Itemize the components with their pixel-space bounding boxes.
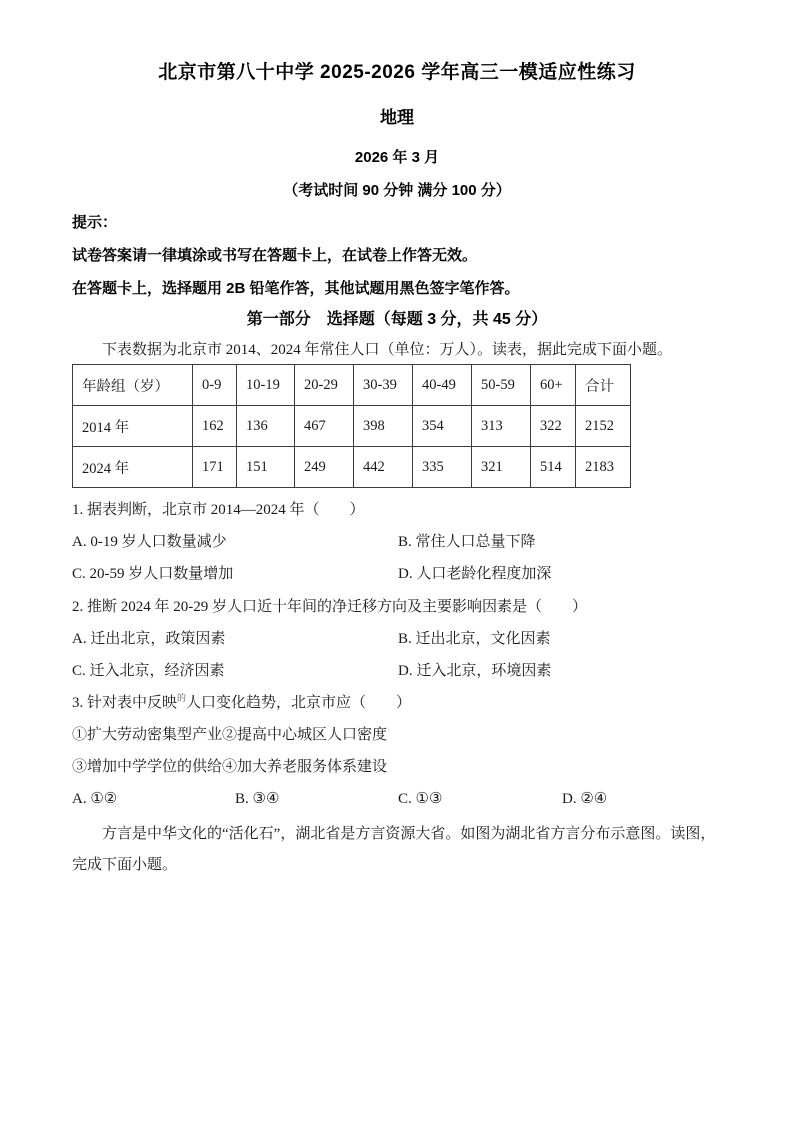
table-cell: 249 <box>295 447 354 488</box>
section-heading: 第一部分 选择题（每题 3 分，共 45 分） <box>246 311 548 328</box>
question-3-options-row <box>72 789 722 809</box>
question-3-stem-prefix: 3. 针对表中反映 <box>72 695 178 711</box>
table-cell: 313 <box>472 406 531 447</box>
table-header-cell: 合计 <box>576 365 631 406</box>
question-2-stem: 2. 推断 2024 年 20-29 岁人口近十年间的净迁移方向及主要影响因素是（ ） <box>72 599 587 615</box>
question-3-option-b: B. ③④ <box>235 791 280 807</box>
exam-date: 2026 年 3 月 <box>354 149 440 166</box>
table-cell: 442 <box>354 447 413 488</box>
question-1-options-row-1 <box>72 532 722 552</box>
table-cell: 354 <box>413 406 472 447</box>
table-header-cell: 40-49 <box>413 365 472 406</box>
table-cell: 398 <box>354 406 413 447</box>
population-table <box>72 364 631 488</box>
question-1-option-b: B. 常住人口总量下降 <box>398 534 536 550</box>
table-row-label: 2024 年 <box>73 447 193 488</box>
question-3-stem <box>72 688 722 713</box>
table-cell: 171 <box>193 447 237 488</box>
question-2-options-row-2 <box>72 661 722 681</box>
table-header-cell: 0-9 <box>193 365 237 406</box>
table-cell: 467 <box>295 406 354 447</box>
tip-line-2: 在答题卡上，选择题用 2B 铅笔作答，其他试题用黑色签字笔作答。 <box>72 280 520 297</box>
passage-population: 下表数据为北京市 2014、2024 年常住人口（单位：万人）。读表，据此完成下面小题。 <box>102 342 673 358</box>
table-cell: 2152 <box>576 406 631 447</box>
tip-line-1: 试卷答案请一律填涂或书写在答题卡上，在试卷上作答无效。 <box>72 247 478 264</box>
question-3-statement-2: ③增加中学学位的供给④加大养老服务体系建设 <box>72 759 388 775</box>
tips-label: 提示： <box>72 214 118 231</box>
table-header-cell: 60+ <box>531 365 576 406</box>
table-header-cell: 30-39 <box>354 365 413 406</box>
table-cell: 335 <box>413 447 472 488</box>
subject-title: 地理 <box>380 108 414 127</box>
question-3-option-d: D. ②④ <box>562 791 608 807</box>
exam-info: （考试时间 90 分钟 满分 100 分） <box>283 182 511 199</box>
question-1-option-d: D. 人口老龄化程度加深 <box>398 566 552 582</box>
question-3-stem-annotation: 的 <box>177 693 187 703</box>
table-cell: 151 <box>237 447 295 488</box>
question-1-option-c: C. 20-59 岁人口数量增加 <box>72 566 234 582</box>
table-cell: 321 <box>472 447 531 488</box>
question-1-options-row-2 <box>72 564 722 584</box>
table-header-cell: 20-29 <box>295 365 354 406</box>
question-2-option-d: D. 迁入北京，环境因素 <box>398 663 552 679</box>
table-row-2024 <box>73 447 631 488</box>
table-row-2014 <box>73 406 631 447</box>
question-2-options-row-1 <box>72 629 722 649</box>
table-header-cell: 10-19 <box>237 365 295 406</box>
table-row-label: 2014 年 <box>73 406 193 447</box>
question-1-stem: 1. 据表判断，北京市 2014—2024 年（ ） <box>72 502 365 518</box>
table-header-row <box>73 365 631 406</box>
question-2-option-c: C. 迁入北京，经济因素 <box>72 663 225 679</box>
question-3-stem-suffix: 人口变化趋势，北京市应（ ） <box>186 695 412 711</box>
table-header-cell: 50-59 <box>472 365 531 406</box>
table-cell: 162 <box>193 406 237 447</box>
question-1-option-a: A. 0-19 岁人口数量减少 <box>72 534 227 550</box>
question-2-option-b: B. 迁出北京，文化因素 <box>398 631 551 647</box>
table-cell: 136 <box>237 406 295 447</box>
question-3-option-a: A. ①② <box>72 791 118 807</box>
page-title: 北京市第八十中学 2025-2026 学年高三一模适应性练习 <box>158 62 636 83</box>
table-cell: 2183 <box>576 447 631 488</box>
question-3-option-c: C. ①③ <box>398 791 443 807</box>
question-3-statement-1: ①扩大劳动密集型产业②提高中心城区人口密度 <box>72 727 388 743</box>
table-cell: 514 <box>531 447 576 488</box>
passage-dialect: 方言是中华文化的“活化石”，湖北省是方言资源大省。如图为湖北省方言分布示意图。读图，完成下面小题。 <box>72 826 716 873</box>
table-cell: 322 <box>531 406 576 447</box>
table-header-cell: 年龄组（岁） <box>73 365 193 406</box>
question-2-option-a: A. 迁出北京，政策因素 <box>72 631 226 647</box>
